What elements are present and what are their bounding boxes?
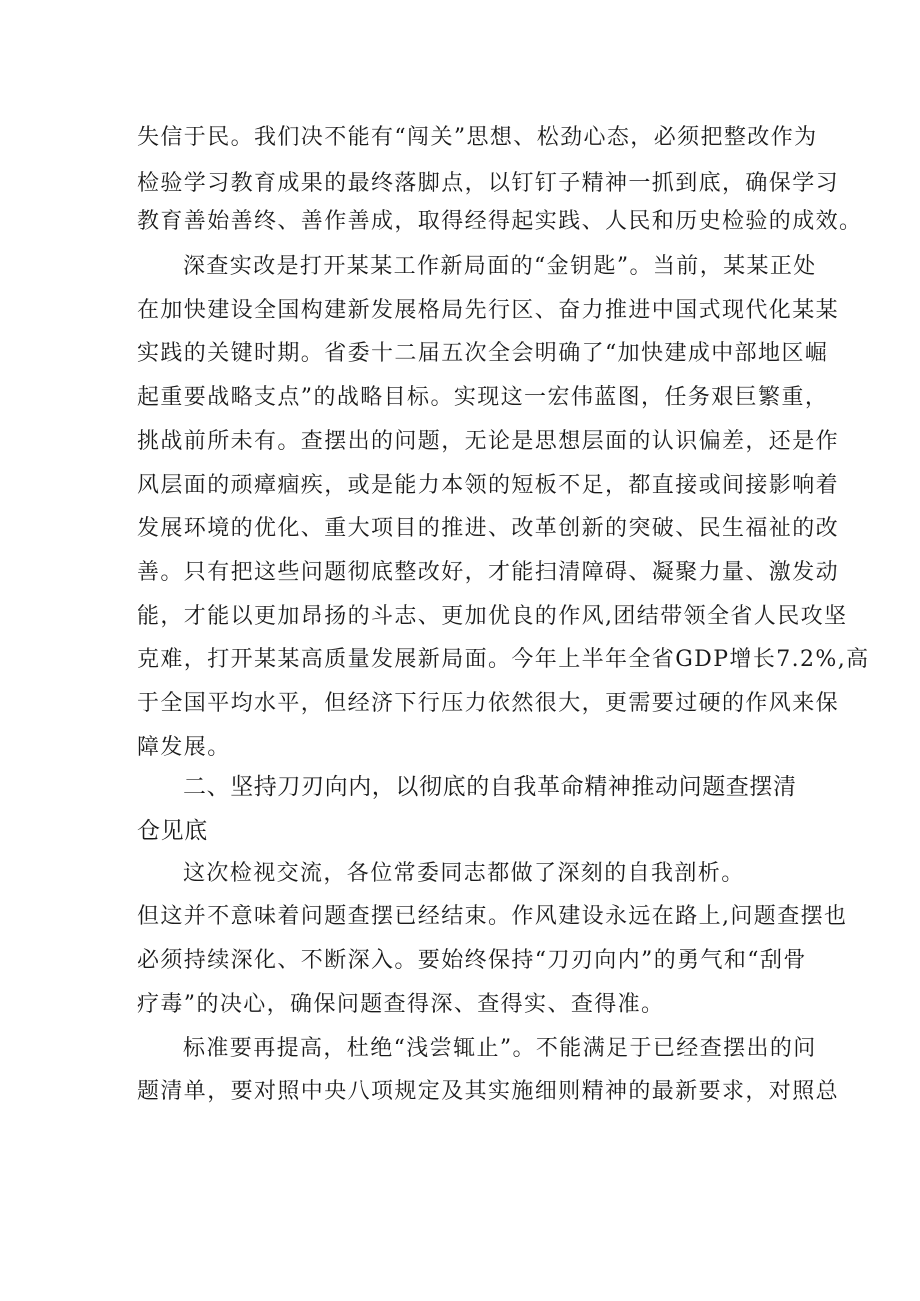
text-line: 标准要再提高，杜绝“浅尝辄止”。不能满足于已经查摆出的问: [183, 1036, 817, 1061]
text-line: 这次检视交流，各位常委同志都做了深刻的自我剖析。: [183, 861, 745, 886]
text-line: 善。只有把这些问题彻底整改好，才能扫清障碍、凝聚力量、激发动: [137, 560, 840, 585]
text-line: 但这并不意味着问题查摆已经结束。作风建设永远在路上,问题查摆也: [137, 904, 848, 929]
text-line: 能，才能以更加昂扬的斗志、更加优良的作风,团结带领全省人民攻坚: [137, 604, 848, 629]
text-line: 障发展。: [137, 735, 231, 760]
text-line: 在加快建设全国构建新发展格局先行区、奋力推进中国式现代化某某: [137, 298, 840, 323]
text-line: 于全国平均水平，但经济下行压力依然很大，更需要过硬的作风来保: [137, 691, 840, 716]
text-line: 深查实改是打开某某工作新局面的“金钥匙”。当前，某某正处: [183, 254, 817, 279]
text-line: 起重要战略支点”的战略目标。实现这一宏伟蓝图，任务艰巨繁重，: [137, 385, 829, 410]
text-line: 必须持续深化、不断深入。要始终保持“刀刃向内”的勇气和“刮骨: [137, 948, 807, 973]
text-line: 实践的关键时期。省委十二届五次全会明确了“加快建成中部地区崛: [137, 341, 829, 366]
text-line: 疗毒”的决心，确保问题查得深、查得实、查得准。: [137, 992, 665, 1017]
text-line: 题清单，要对照中央八项规定及其实施细则精神的最新要求，对照总: [137, 1079, 840, 1104]
text-line: 挑战前所未有。查摆出的问题，无论是思想层面的认识偏差，还是作: [137, 429, 840, 454]
text-line: 克难，打开某某高质量发展新局面。今年上半年全省GDP增长7.2%,高: [137, 647, 870, 672]
text-line: 检验学习教育成果的最终落脚点，以钉钉子精神一抓到底，确保学习: [137, 171, 840, 196]
text-line: 风层面的顽瘴痼疾，或是能力本领的短板不足，都直接或间接影响着: [137, 473, 840, 498]
text-line: 失信于民。我们决不能有“闯关”思想、松劲心态，必须把整改作为: [137, 125, 818, 150]
text-line: 发展环境的优化、重大项目的推进、改革创新的突破、民生福祉的改: [137, 516, 840, 541]
heading-line: 二、坚持刀刃向内，以彻底的自我革命精神推动问题查摆清: [183, 774, 797, 800]
text-line: 教育善始善终、善作善成，取得经得起实践、人民和历史检验的成效。: [137, 209, 863, 234]
heading-line: 仓见底: [137, 818, 208, 844]
